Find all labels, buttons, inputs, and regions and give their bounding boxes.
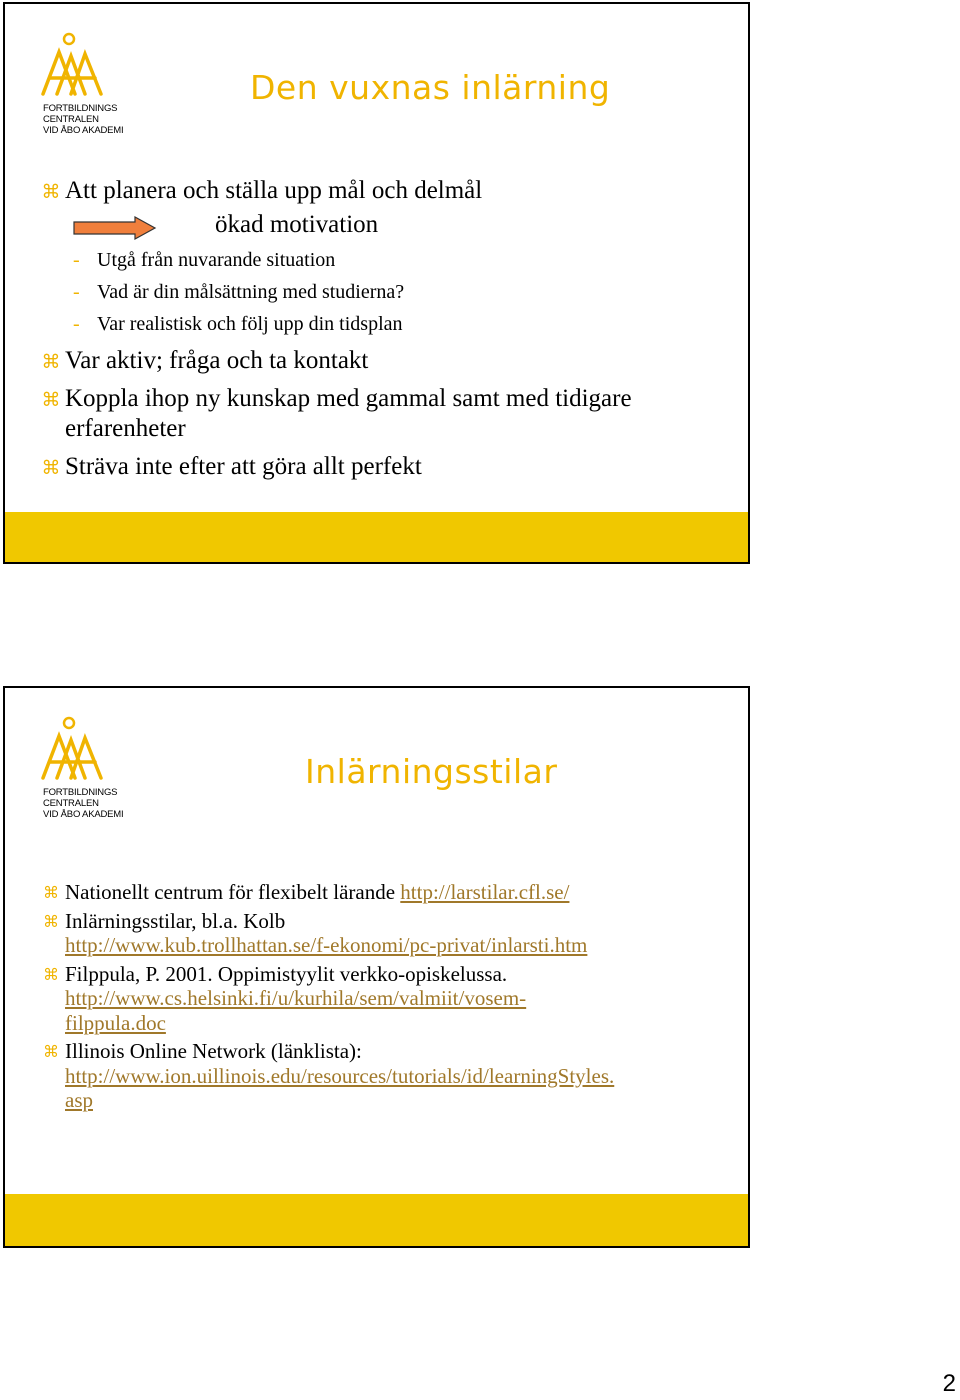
bullet-icon: ⌘ [41, 351, 61, 373]
footer-bar [5, 512, 748, 562]
bullet-text: Koppla ihop ny kunskap med gammal samt med tidigare [65, 385, 632, 412]
bullet-item [35, 346, 728, 376]
sub-item [35, 244, 728, 276]
fortbildningscentralen-logo [35, 32, 125, 136]
sub-item-text: Var realistisk och följ upp din tidsplan [97, 313, 403, 335]
logo-line-2: CENTRALEN [43, 798, 99, 809]
logo-line-3: VID ÅBO AKADEMI [43, 809, 124, 820]
bullet-text: Sträva inte efter att göra allt perfekt [65, 453, 422, 480]
bullet-icon: ⌘ [41, 389, 61, 411]
bullet-text: erfarenheter [65, 415, 186, 442]
sub-item-text: Vad är din målsättning med studierna? [97, 281, 405, 303]
slide-2-content [35, 880, 728, 1113]
reference-link[interactable]: http://www.cs.helsinki.fi/u/kurhila/sem/valmiit/vosem- [65, 986, 527, 1010]
slide-2 [3, 686, 750, 1248]
slide-1-content [35, 176, 728, 482]
sub-item [35, 308, 728, 340]
slide-title: Den vuxnas inlärning [250, 68, 611, 107]
bullet-icon: ⌘ [43, 883, 59, 902]
bullet-icon: ⌘ [43, 964, 59, 984]
sub-item [35, 276, 728, 308]
bullet-icon: ⌘ [41, 181, 61, 203]
right-arrow-icon [73, 216, 157, 240]
motivation-row [35, 206, 728, 244]
reference-text: Inlärningsstilar, bl.a. Kolb [65, 908, 286, 933]
reference-continuation [35, 1064, 728, 1089]
reference-text: Illinois Online Network (länklista): [65, 1039, 362, 1063]
dash-marker: - [73, 249, 80, 271]
sub-item-text: Utgå från nuvarande situation [97, 249, 336, 271]
logo-line-1: FORTBILDNINGS [43, 787, 118, 798]
reference-link[interactable]: asp [65, 1088, 93, 1112]
reference-continuation [35, 933, 728, 958]
motivation-text: ökad motivation [215, 211, 379, 238]
fortbildningscentralen-logo [35, 716, 125, 820]
bullet-icon: ⌘ [41, 457, 61, 479]
reference-link[interactable]: http://www.kub.trollhattan.se/f-ekonomi/pc-privat/inlarsti.htm [65, 933, 588, 957]
slide-1 [3, 2, 750, 564]
dash-marker: - [73, 313, 80, 335]
bullet-item [35, 452, 728, 482]
footer-bar [5, 1194, 748, 1246]
reference-continuation [35, 986, 728, 1011]
reference-link[interactable]: http://larstilar.cfl.se/ [400, 880, 570, 904]
reference-item [35, 880, 728, 905]
bullet-continuation [35, 414, 728, 444]
dash-marker: - [73, 281, 80, 303]
bullet-text: Att planera och ställa upp mål och delmål [65, 177, 483, 204]
reference-item [35, 909, 728, 934]
slide-title: Inlärningsstilar [305, 752, 558, 791]
reference-continuation [35, 1011, 728, 1036]
bullet-icon: ⌘ [43, 911, 59, 931]
reference-item [35, 1039, 728, 1064]
reference-link[interactable]: http://www.ion.uillinois.edu/resources/tutorials/id/learningStyles. [65, 1063, 615, 1088]
logo-line-1: FORTBILDNINGS [43, 103, 118, 114]
logo-line-3: VID ÅBO AKADEMI [43, 125, 124, 136]
page-number: 2 [942, 1370, 956, 1397]
bullet-icon: ⌘ [43, 1042, 59, 1061]
reference-continuation [35, 1088, 728, 1113]
reference-link[interactable]: filppula.doc [65, 1010, 166, 1035]
bullet-item [35, 176, 728, 206]
reference-text: Filppula, P. 2001. Oppimistyylit verkko-opiskelussa. [65, 961, 508, 986]
bullet-item [35, 384, 728, 414]
logo-line-2: CENTRALEN [43, 114, 99, 125]
reference-text: Nationellt centrum för flexibelt lärande [65, 880, 401, 904]
bullet-text: Var aktiv; fråga och ta kontakt [65, 347, 369, 374]
reference-item [35, 962, 728, 987]
